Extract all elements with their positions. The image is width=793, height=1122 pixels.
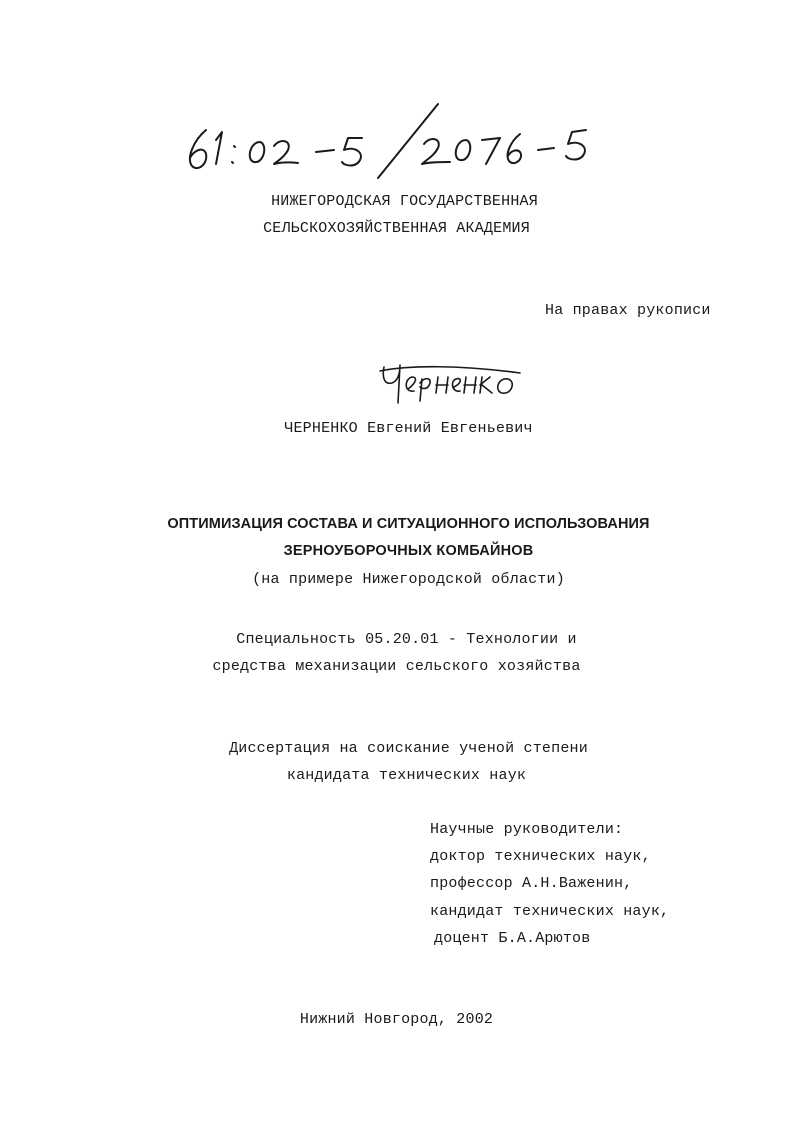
specialty-line-1: Специальность 05.20.01 - Технологии и <box>236 631 577 648</box>
specialty-line-2: средства механизации сельского хозяйства <box>212 658 581 675</box>
dissertation-title-line-1: ОПТИМИЗАЦИЯ СОСТАВА И СИТУАЦИОННОГО ИСПОЛЬЗОВАНИЯ <box>167 516 650 532</box>
advisors-heading: Научные руководители: <box>430 821 624 838</box>
advisor-1-degree: доктор технических наук, <box>430 848 651 865</box>
institution-line-2: СЕЛЬСКОХОЗЯЙСТВЕННАЯ АКАДЕМИЯ <box>263 220 530 237</box>
degree-line-1: Диссертация на соискание ученой степени <box>229 740 588 757</box>
author-name: ЧЕРНЕНКО Евгений Евгеньевич <box>284 420 533 437</box>
degree-line-2: кандидата технических наук <box>286 767 527 784</box>
author-signature <box>370 355 540 415</box>
institution-line-1: НИЖЕГОРОДСКАЯ ГОСУДАРСТВЕННАЯ <box>271 193 538 210</box>
advisor-2-name: доцент Б.А.Арютов <box>434 930 591 947</box>
city-year: Нижний Новгород, 2002 <box>299 1011 494 1028</box>
advisor-2-degree: кандидат технических наук, <box>430 903 670 920</box>
dissertation-subtitle: (на примере Нижегородской области) <box>252 571 565 588</box>
dissertation-title-line-2: ЗЕРНОУБОРОЧНЫХ КОМБАЙНОВ <box>283 543 534 559</box>
advisor-1-name: профессор А.Н.Важенин, <box>430 875 633 892</box>
rights-note: На правах рукописи <box>545 302 711 319</box>
handwritten-archive-code <box>178 100 598 190</box>
